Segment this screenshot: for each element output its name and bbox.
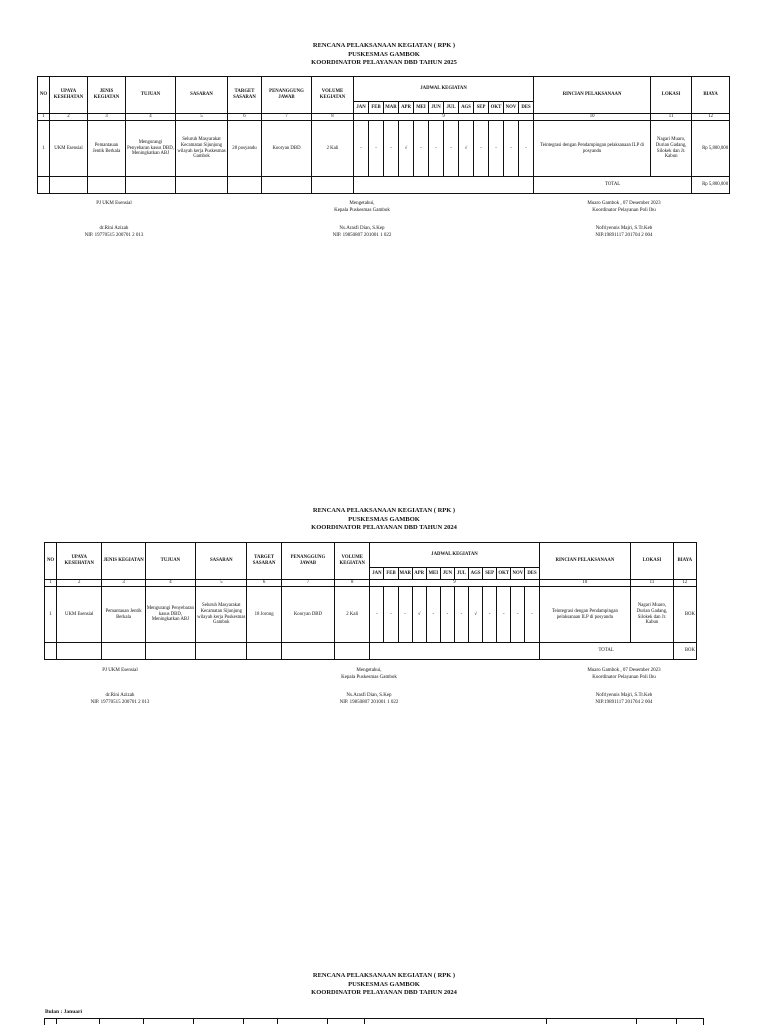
empty-cell: [370, 643, 539, 660]
signer-note: Mengetahui,: [349, 201, 375, 206]
rpk-section-2024-monthly: [0, 972, 768, 998]
header-penanggung: PENANGGUNG JAWAB: [281, 543, 334, 580]
cell-jenis: Pemantauan Jentik Berkala: [88, 121, 126, 177]
month-header: NOV: [511, 568, 525, 580]
header-tujuan: TUJUAN: [126, 77, 176, 114]
month-header: NOV: [504, 102, 519, 114]
doc-subtitle: PUSKESMAS GAMBOK: [348, 515, 420, 523]
header-upaya: UPAYA KESEHATAN: [57, 543, 102, 580]
column-number: 1: [38, 114, 50, 121]
empty-cell: [335, 643, 370, 660]
empty-cell: [228, 177, 262, 194]
table-column-line: [277, 1018, 278, 1024]
header-lokasi: LOKASI: [631, 543, 673, 580]
cell-penanggung: Kooryan DBD: [262, 121, 312, 177]
month-header: MAR: [398, 568, 412, 580]
cell-biaya: BOK: [673, 587, 696, 643]
month-header: DES: [525, 568, 539, 580]
month-header: FEB: [369, 102, 384, 114]
header-jadwal: JADWAL KEGIATAN: [370, 543, 539, 568]
signer-place-date: Muaro Gambok , 07 Desember 2023: [587, 668, 661, 673]
header-target: TARGET SASARAN: [228, 77, 262, 114]
table-column-line: [676, 1018, 677, 1024]
month-header: MEI: [414, 102, 429, 114]
schedule-cell: -: [454, 587, 468, 643]
signer-nip: NIP. 19770515 200701 2 013: [90, 700, 150, 705]
header-jenis: JENIS KEGIATAN: [88, 77, 126, 114]
month-header: MAR: [384, 102, 399, 114]
schedule-cell: √: [459, 121, 474, 177]
schedule-cell: -: [489, 121, 504, 177]
rpk-table-2025: [37, 76, 730, 194]
cell-no: 1: [38, 121, 50, 177]
doc-year-title: KOORDINATOR PELAYANAN DBD TAHUN 2024: [311, 524, 457, 531]
column-number: 11: [651, 114, 692, 121]
signer-place-date: Muaro Gambok , 07 Desember 2023: [587, 201, 661, 206]
column-number: 1: [45, 580, 57, 587]
empty-cell: [176, 177, 228, 194]
month-header: OKT: [489, 102, 504, 114]
schedule-cell: -: [370, 587, 384, 643]
month-header: APR: [399, 102, 414, 114]
signature-left: [14, 200, 214, 239]
schedule-cell: √: [399, 121, 414, 177]
total-row: [38, 177, 730, 194]
signer-nip: NIP.19891117 201704 2 004: [595, 233, 653, 238]
header-rincian: RINCIAN PELAKSANAAN: [539, 543, 631, 580]
header-volume: VOLUME KEGIATAN: [335, 543, 370, 580]
month-label: Bulan : Januari: [45, 1009, 82, 1015]
empty-cell: [196, 643, 247, 660]
month-header: FEB: [384, 568, 398, 580]
table-column-line: [243, 1018, 244, 1024]
schedule-cell: -: [497, 587, 511, 643]
header-lokasi: LOKASI: [651, 77, 692, 114]
schedule-cell: -: [354, 121, 369, 177]
rpk-table-2024: [44, 542, 697, 660]
doc-title: RENCANA PELAKSANAAN KEGIATAN ( RPK ): [312, 507, 456, 514]
cell-target: 28 posyandu: [228, 121, 262, 177]
month-header: SEP: [474, 102, 489, 114]
empty-cell: [50, 177, 88, 194]
total-value: BOK: [673, 643, 696, 660]
cell-lokasi: Nagari Muaro, Durian Gadang, Silokek dan Jr. Kabun: [651, 121, 692, 177]
cell-no: 1: [45, 587, 57, 643]
total-label: TOTAL: [534, 177, 692, 194]
column-number: 4: [126, 114, 176, 121]
empty-cell: [262, 177, 312, 194]
column-number: 3: [88, 114, 126, 121]
month-header: SEP: [483, 568, 497, 580]
doc-year-title: KOORDINATOR PELAYANAN DBD TAHUN 2024: [311, 989, 457, 996]
cell-sasaran: Seluruh Masyarakat Kecamatan Sijunjung wilayah kerja Puskesmas Gambok: [176, 121, 228, 177]
signer-role: Koordinator Pelayanan Poli Ibu: [592, 675, 656, 680]
schedule-cell: -: [444, 121, 459, 177]
cell-rincian: Teintegrasi dengan Pendampingan pelaksanaan ILP di posyandu: [539, 587, 631, 643]
column-number: 7: [281, 580, 334, 587]
schedule-cell: -: [426, 587, 440, 643]
empty-cell: [354, 177, 534, 194]
signer-nip: NIP. 19850807 201001 1 022: [332, 233, 392, 238]
header-jadwal: JADWAL KEGIATAN: [354, 77, 534, 102]
schedule-cell: √: [412, 587, 426, 643]
header-rincian: RINCIAN PELAKSANAAN: [534, 77, 651, 114]
table-column-line: [546, 1018, 547, 1024]
header-sasaran: SASARAN: [176, 77, 228, 114]
month-header: JUL: [454, 568, 468, 580]
column-number: 12: [692, 114, 730, 121]
month-header: MEI: [426, 568, 440, 580]
empty-cell: [145, 643, 195, 660]
doc-title: RENCANA PELAKSANAAN KEGIATAN ( RPK ): [312, 972, 456, 979]
schedule-cell: -: [483, 587, 497, 643]
cell-biaya: Rp 5,800,000: [692, 121, 730, 177]
empty-cell: [45, 643, 57, 660]
header-volume: VOLUME KEGIATAN: [312, 77, 354, 114]
column-number: 5: [176, 114, 228, 121]
table-column-line: [99, 1018, 100, 1024]
table-column-line: [636, 1018, 637, 1024]
cell-upaya: UKM Esensial: [50, 121, 88, 177]
month-header: APR: [412, 568, 426, 580]
header-biaya: BIAYA: [673, 543, 696, 580]
column-number: 11: [631, 580, 673, 587]
header-no: NO: [38, 77, 50, 114]
signer-name: Nofriyennis Majri, S.Tr.Keb: [595, 693, 653, 698]
table-column-line: [193, 1018, 194, 1024]
column-number: 6: [247, 580, 281, 587]
month-header: AGS: [459, 102, 474, 114]
table-column-line: [143, 1018, 144, 1024]
signer-name: Nofriyennis Majri, S.Tr.Keb: [595, 226, 653, 231]
rpk-section-2025: [0, 42, 768, 68]
table-column-line: [364, 1018, 365, 1024]
signer-nip: NIP.19891117 201704 2 004: [595, 700, 653, 705]
column-number: 5: [196, 580, 247, 587]
column-number: 8: [335, 580, 370, 587]
signer-name: Ns.Arasfi Dian, S.Kep: [339, 226, 385, 231]
header-upaya: UPAYA KESEHATAN: [50, 77, 88, 114]
total-value: Rp 5,800,000: [692, 177, 730, 194]
signature-right: [524, 200, 724, 239]
month-header: JAN: [354, 102, 369, 114]
signature-middle: [269, 667, 469, 706]
column-number: 9: [370, 580, 539, 587]
column-number: 9: [354, 114, 534, 121]
signer-note: Mengetahui,: [356, 668, 382, 673]
cell-upaya: UKM Esensial: [57, 587, 102, 643]
column-number: 4: [145, 580, 195, 587]
header-tujuan: TUJUAN: [145, 543, 195, 580]
empty-cell: [126, 177, 176, 194]
column-number: 3: [102, 580, 145, 587]
month-header: OKT: [497, 568, 511, 580]
cell-target: 18 Jorong: [247, 587, 281, 643]
column-number: 2: [57, 580, 102, 587]
header-target: TARGET SASARAN: [247, 543, 281, 580]
schedule-cell: -: [398, 587, 412, 643]
column-number: 8: [312, 114, 354, 121]
total-label: TOTAL: [539, 643, 673, 660]
table-row: [45, 587, 697, 643]
table-column-line: [327, 1018, 328, 1024]
month-header: JUL: [444, 102, 459, 114]
schedule-cell: √: [469, 587, 483, 643]
doc-subtitle: PUSKESMAS GAMBOK: [348, 50, 420, 58]
cell-volume: 2 Kali: [335, 587, 370, 643]
header-sasaran: SASARAN: [196, 543, 247, 580]
column-number: 2: [50, 114, 88, 121]
schedule-cell: -: [429, 121, 444, 177]
signer-name: dr.Rini Azizah: [99, 226, 129, 231]
schedule-cell: -: [511, 587, 525, 643]
month-header: AGS: [469, 568, 483, 580]
rpk-section-2024: [0, 507, 768, 533]
column-number: 6: [228, 114, 262, 121]
signer-role: Kepala Puskesmas Gambok: [341, 675, 397, 680]
empty-cell: [57, 643, 102, 660]
schedule-cell: -: [384, 587, 398, 643]
column-number: 7: [262, 114, 312, 121]
signer-nip: NIP. 19770515 200701 2 013: [84, 233, 144, 238]
cell-sasaran: Seluruh Masyarakat Kecamatan Sijunjung wilayah kerja Puskesmas Gambok: [196, 587, 247, 643]
schedule-cell: -: [504, 121, 519, 177]
empty-cell: [102, 643, 145, 660]
signer-role: Kepala Puskesmas Gambok: [334, 208, 390, 213]
empty-cell: [247, 643, 281, 660]
signer-nip: NIP. 19850807 201001 1 022: [339, 700, 399, 705]
doc-subtitle: PUSKESMAS GAMBOK: [348, 980, 420, 988]
schedule-cell: -: [474, 121, 489, 177]
cell-volume: 2 Kali: [312, 121, 354, 177]
signer-role: PJ UKM Esensial: [96, 201, 132, 206]
signature-left: [20, 667, 220, 706]
month-header: JUN: [440, 568, 454, 580]
cell-tujuan: Mengurangi Penyebaran kasus DBD, Meningkatkan ABJ: [126, 121, 176, 177]
table-column-line: [56, 1018, 57, 1024]
signature-middle: [262, 200, 462, 239]
column-number: 10: [539, 580, 631, 587]
empty-cell: [281, 643, 334, 660]
schedule-cell: -: [525, 587, 539, 643]
signer-name: Ns.Arasfi Dian, S.Kep: [346, 693, 392, 698]
doc-year-title: KOORDINATOR PELAYANAN DBD TAHUN 2025: [311, 59, 457, 66]
schedule-cell: -: [440, 587, 454, 643]
signer-role: Koordinator Pelayanan Poli Ibu: [592, 208, 656, 213]
cell-penanggung: Kooryan DBD: [281, 587, 334, 643]
cell-tujuan: Mengurangi Penyebaran kasus DBD, Meningkatkan ABJ: [145, 587, 195, 643]
month-header: DES: [519, 102, 534, 114]
doc-title: RENCANA PELAKSANAAN KEGIATAN ( RPK ): [312, 42, 456, 49]
total-row: [45, 643, 697, 660]
cell-lokasi: Nagari Muaro, Durian Gadang, Silokek dan Jr. Kabun: [631, 587, 673, 643]
signer-role: PJ UKM Esensial: [102, 668, 138, 673]
column-number: 10: [534, 114, 651, 121]
schedule-cell: -: [519, 121, 534, 177]
header-penanggung: PENANGGUNG JAWAB: [262, 77, 312, 114]
table-row: [38, 121, 730, 177]
header-no: NO: [45, 543, 57, 580]
header-biaya: BIAYA: [692, 77, 730, 114]
column-number: 12: [673, 580, 696, 587]
cell-rincian: Teintegrasi dengan Pendampingan pelaksanaan ILP di posyandu: [534, 121, 651, 177]
month-header: JUN: [429, 102, 444, 114]
empty-cell: [38, 177, 50, 194]
header-jenis: JENIS KEGIATAN: [102, 543, 145, 580]
schedule-cell: -: [414, 121, 429, 177]
schedule-cell: -: [369, 121, 384, 177]
schedule-cell: -: [384, 121, 399, 177]
cell-jenis: Pemantauan Jentik Berkala: [102, 587, 145, 643]
signer-name: dr.Rini Azizah: [105, 693, 135, 698]
empty-cell: [88, 177, 126, 194]
empty-cell: [312, 177, 354, 194]
month-header: JAN: [370, 568, 384, 580]
signature-right: [524, 667, 724, 706]
